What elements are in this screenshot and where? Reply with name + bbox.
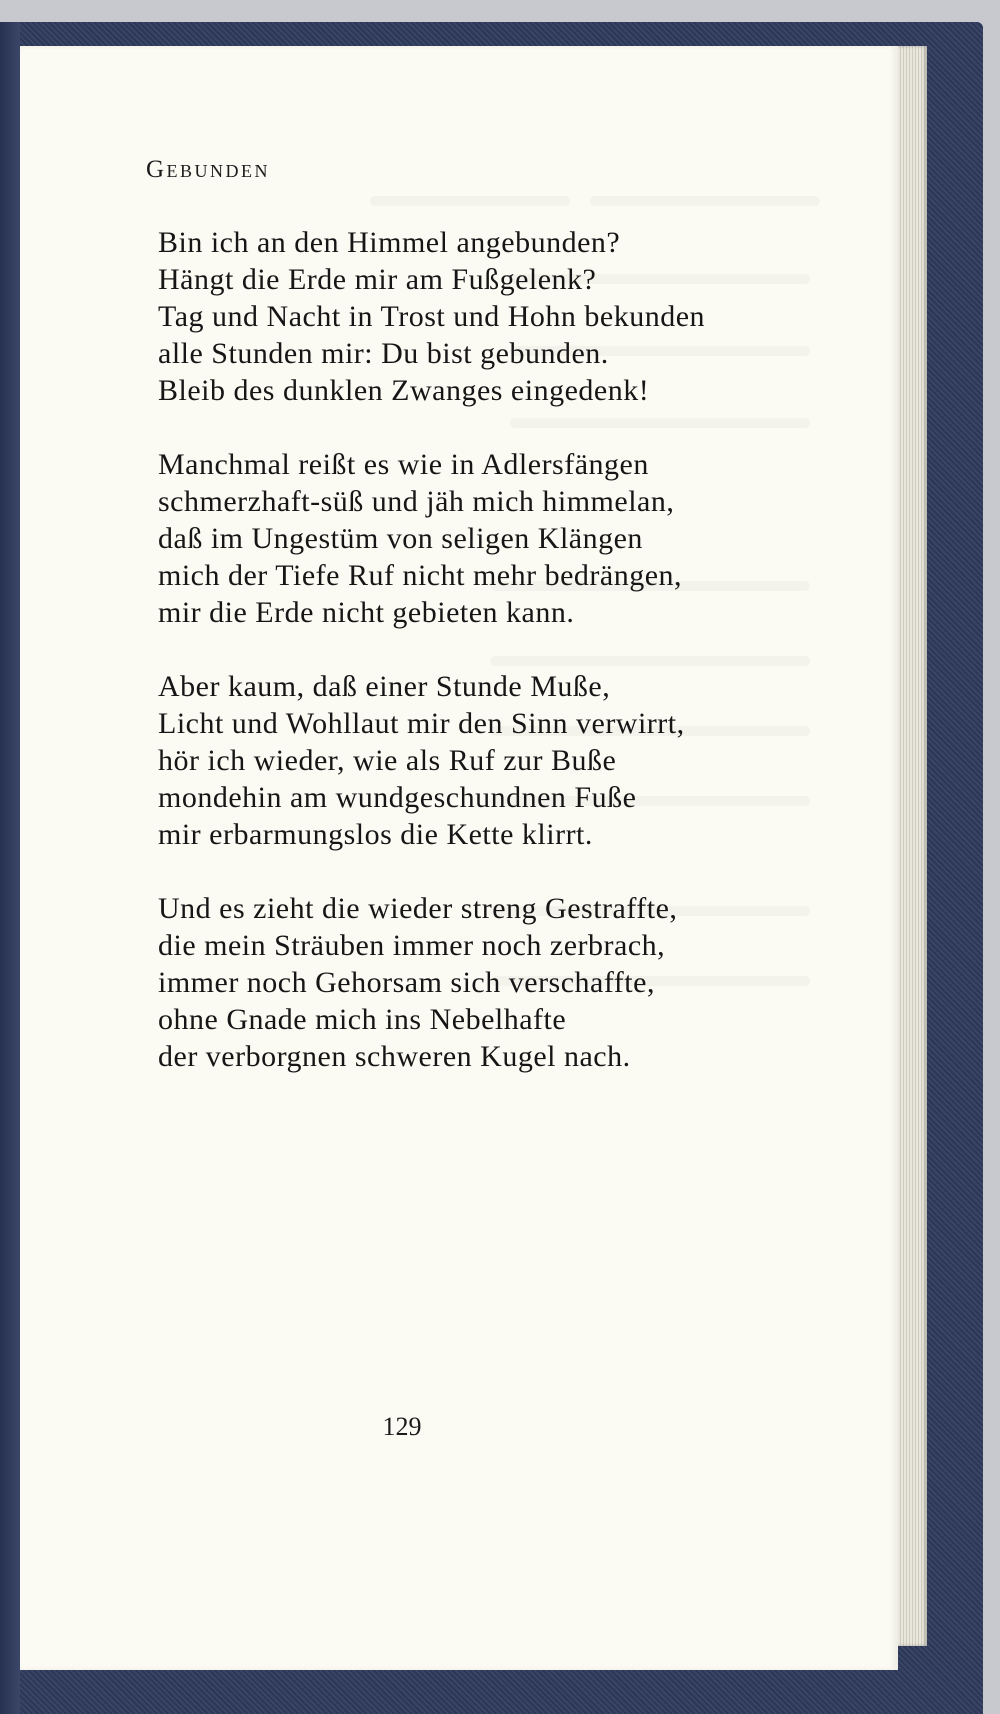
poem-line: hör ich wieder, wie als Ruf zur Buße bbox=[158, 744, 617, 777]
poem-line: ohne Gnade mich ins Nebelhafte bbox=[158, 1003, 567, 1036]
poem-line: mondehin am wundgeschundnen Fuße bbox=[158, 781, 637, 814]
poem-line: immer noch Gehorsam sich verschaffte, bbox=[158, 966, 655, 999]
poem-title: Gebunden bbox=[146, 156, 271, 183]
page-number: 129 bbox=[382, 1412, 422, 1441]
poem-line: Und es zieht die wieder streng Gestraffte, bbox=[158, 892, 678, 925]
poem-line: Bin ich an den Himmel angebunden? bbox=[158, 226, 621, 259]
book-page bbox=[20, 46, 898, 1670]
poem-line: daß im Ungestüm von seligen Klängen bbox=[158, 522, 643, 555]
page-edges bbox=[895, 46, 927, 1646]
poem-line: die mein Sträuben immer noch zerbrach, bbox=[158, 929, 666, 962]
poem-line: Tag und Nacht in Trost und Hohn bekunden bbox=[158, 300, 706, 333]
poem-line: der verborgnen schweren Kugel nach. bbox=[158, 1040, 631, 1073]
poem-line: Manchmal reißt es wie in Adlersfängen bbox=[158, 448, 649, 481]
stanza bbox=[158, 668, 858, 853]
poem-line: Hängt die Erde mir am Fußgelenk? bbox=[158, 263, 597, 296]
poem-line: schmerzhaft-süß und jäh mich himmelan, bbox=[158, 485, 675, 518]
poem-line: Bleib des dunklen Zwanges eingedenk! bbox=[158, 374, 650, 407]
poem-line: Aber kaum, daß einer Stunde Muße, bbox=[158, 670, 611, 703]
stanza bbox=[158, 224, 858, 409]
stanza bbox=[158, 446, 858, 631]
poem-line: alle Stunden mir: Du bist gebunden. bbox=[158, 337, 609, 370]
stanza bbox=[158, 890, 858, 1075]
poem-line: mir erbarmungslos die Kette klirrt. bbox=[158, 818, 593, 851]
poem-line: mir die Erde nicht gebieten kann. bbox=[158, 596, 575, 629]
poem-line: mich der Tiefe Ruf nicht mehr bedrängen, bbox=[158, 559, 683, 592]
book-spine-edge bbox=[0, 22, 20, 1714]
poem-body bbox=[158, 224, 858, 1112]
poem-line: Licht und Wohllaut mir den Sinn verwirrt, bbox=[158, 707, 685, 740]
